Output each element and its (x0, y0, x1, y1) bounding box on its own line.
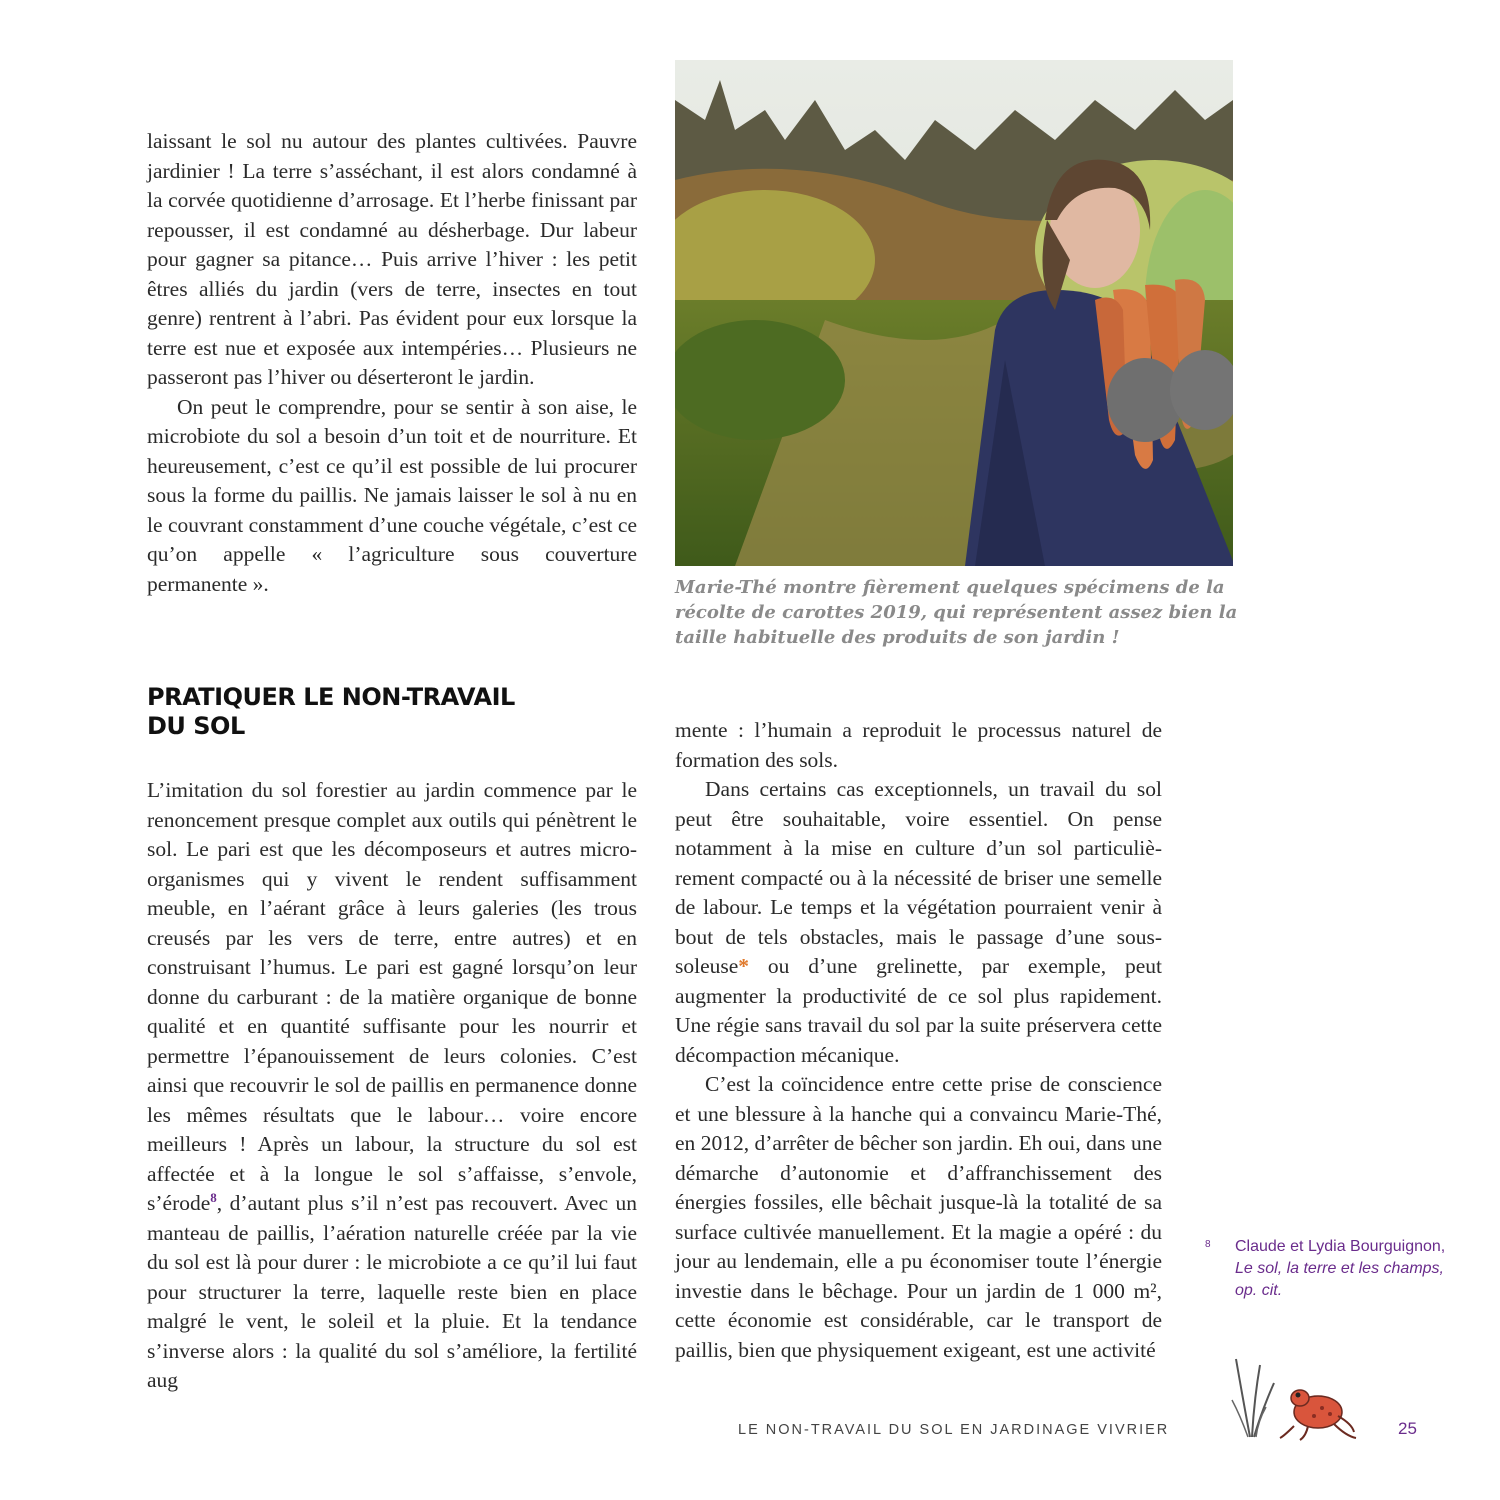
body-paragraph (675, 775, 1162, 1070)
footnote (1205, 1236, 1465, 1302)
footnote-number: 8 (1205, 1239, 1211, 1250)
footnote-reference[interactable]: 8 (210, 1189, 217, 1205)
body-paragraph (147, 776, 637, 1396)
section-heading (147, 683, 607, 741)
running-footer: LE NON-TRAVAIL DU SOL EN JARDINAGE VIVRIER (738, 1422, 1170, 1438)
section-heading-line: PRATIQUER LE NON-TRAVAIL (147, 683, 515, 711)
right-column (675, 716, 1162, 1365)
paragraph-text: , d’autant plus s’il n’est pas recouvert. Avec un manteau de paillis, l’aération naturelle créée par la vie du sol est là pour durer : le microbiote a ce qu’il lui faut pour structurer la terre, laquelle reste bien en place malgré le vent, le soleil et la pluie. Et la tendance s’inverse alors : la qualité du sol s’améliore, la fertilité aug (147, 1191, 637, 1392)
paragraph-text: ou d’une grelinette, par exemple, peut augmenter la productivité de ce sol plus rapidement. Une régie sans travail du sol par la suite préservera cette décompaction mécanique. (675, 954, 1162, 1067)
footnote-text: Claude et Lydia Bourguignon, (1235, 1238, 1446, 1255)
glossary-marker[interactable]: * (738, 954, 750, 978)
frog-illustration-icon (1278, 1380, 1358, 1442)
body-paragraph: mente : l’humain a reproduit le processus naturel de formation des sols. (675, 718, 1162, 772)
paragraph-text: Dans certains cas exceptionnels, un travail du sol peut être souhaitable, voire essentiel. On pense notamment à la mise en culture d’un sol particulièrement compacté ou à la nécessité de briser une semelle de labour. Le temps et la végétation pourraient venir à bout de tels obstacles, mais le passage d’une sous-soleuse (675, 777, 1162, 978)
body-paragraph: On peut le comprendre, pour se sentir à son aise, le microbiote du sol a besoin d’un toit et de nourriture. Et heureusement, c’est ce qu’il est possible de lui procurer sous la forme du paillis. Ne jamais laisser le sol à nu en le couvrant constamment d’une couche végétale, c’est ce qu’on appelle « l’agriculture sous couverture permanente ». (147, 394, 637, 596)
top-left-column (147, 127, 637, 599)
page-number: 25 (1398, 1419, 1417, 1438)
grass-illustration-icon (1230, 1355, 1280, 1440)
body-paragraph: laissant le sol nu autour des plantes cultivées. Pauvre jardinier ! La terre s’asséchant, il est alors condamné à la corvée quotidienne d’arrosage. Et l’herbe finissant par repousser, il est condamné au désherbage. Dur labeur pour gagner sa pitance… Puis arrive l’hiver : les petit êtres alliés du jardin (vers de terre, insectes en tout genre) rentrent à l’abri. Pas évident pour eux lorsque la terre est nue et exposée aux intempéries… Plusieurs ne passeront pas l’hiver ou déserteront le jardin. (147, 129, 637, 389)
bottom-left-column (147, 776, 637, 1396)
footnote-citation: Le sol, la terre et les champs, op. cit. (1235, 1260, 1444, 1299)
body-paragraph: C’est la coïncidence entre cette prise de conscience et une blessure à la hanche qui a convaincu Marie-Thé, en 2012, d’arrêter de bêcher son jardin. Eh oui, dans une démarche d’autonomie et d’affranchissement des énergies fossiles, elle bêchait jusque-là la totalité de sa surface cultivée manuellement. Et la magie a opéré : du jour au lendemain, elle a pu économiser toute l’énergie investie dans le bêchage. Pour un jardin de 1 000 m², cette économie est considérable, car le transport de paillis, bien que physiquement exigeant, est une activité (675, 1072, 1162, 1362)
paragraph-text: L’imitation du sol forestier au jardin commence par le renoncement presque complet aux outils qui pénètrent le sol. Le pari est que les décomposeurs et autres micro-organismes qui y vivent le rendent suffisamment meuble, en l’aérant grâce à leurs galeries (les trous creusés par les vers de terre, entre autres) et en construisant l’humus. Le pari est gagné lorsqu’on leur donne du carburant : de la matière organique de bonne qualité et en quantité suffisante pour les nourrir et permettre l’épanouissement de leurs colonies. C’est ainsi que recouvrir le sol de paillis en permanence donne les mêmes résultats que le labour… voire encore meilleurs ! Après un labour, la structure du sol est affectée et à la longue le sol s’affaisse, s’envole, s’érode (147, 778, 637, 1215)
footnote-body (1235, 1236, 1465, 1302)
garden-photo (675, 60, 1233, 566)
section-heading-line: DU SOL (147, 712, 245, 740)
photo-caption: Marie-Thé montre fièrement quelques spécimens de la récolte de carottes 2019, qui représentent assez bien la taille habituelle des produits de son jardin ! (675, 577, 1238, 648)
